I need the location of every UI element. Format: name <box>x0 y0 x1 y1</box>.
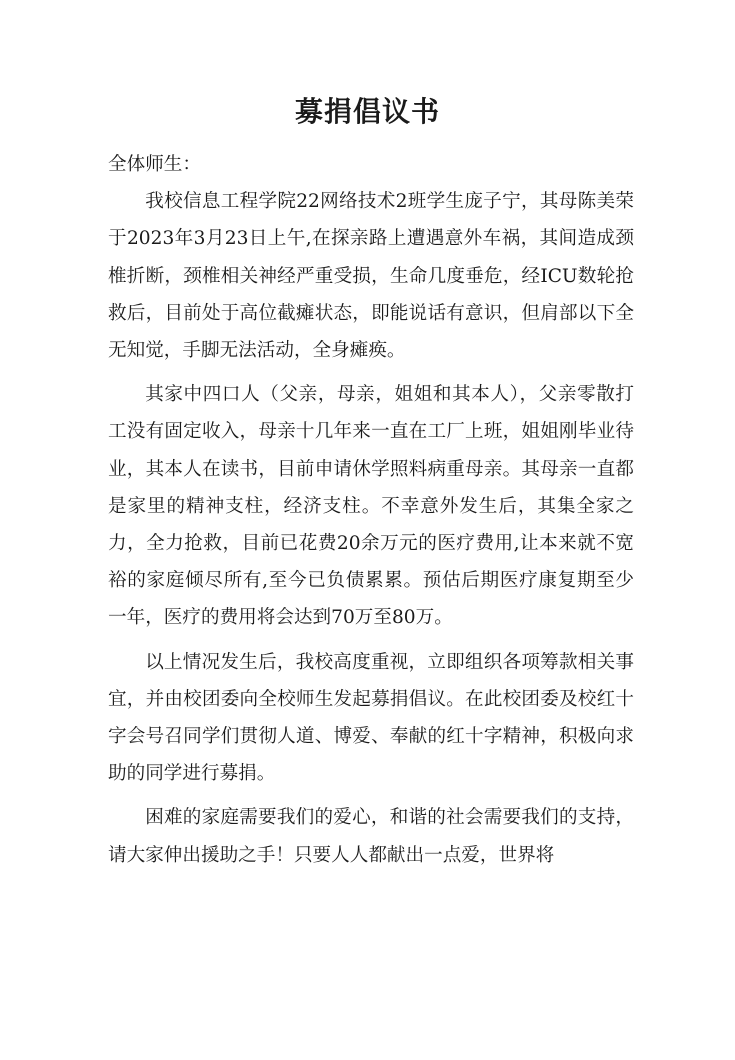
document-title: 募捐倡议书 <box>294 95 440 128</box>
paragraph-family-situation: 其家中四口人（父亲，母亲，姐姐和其本人），父亲零散打工没有固定收入，母亲十几年来一直在工厂上班，姐姐刚毕业待业，其本人在读书，目前申请休学照料病重母亲。其母亲一直都是家里的精神支柱，经济支柱。不幸意外发生后，其集全家之力，全力抢救，目前已花费20余万元的医疗费用,让本来就不宽裕的家庭倾尽所有,至今已负债累累。预估后期医疗康复期至少一年，医疗的费用将会达到70万至80万。 <box>108 384 634 629</box>
paragraph-accident: 我校信息工程学院22网络技术2班学生庞子宁，其母陈美荣于2023年3月23日上午,在探亲路上遭遇意外车祸，其间造成颈椎折断，颈椎相关神经严重受损，生命几度垂危，经ICU数轮抢救后，目前处于高位截瘫状态，即能说话有意识，但肩部以下全无知觉，手脚无法活动，全身瘫痪。 <box>108 191 634 362</box>
document-body <box>108 146 634 874</box>
paragraph-school-initiative: 以上情况发生后，我校高度重视，立即组织各项筹款相关事宜，并由校团委向全校师生发起募捐倡议。在此校团委及校红十字会号召同学们贯彻人道、博爱、奉献的红十字精神，积极向求助的同学进行募捐。 <box>108 651 634 785</box>
salutation: 全体师生： <box>108 154 201 175</box>
paragraph-appeal: 困难的家庭需要我们的爱心，和谐的社会需要我们的支持，请大家伸出援助之手！只要人人都献出一点爱，世界将 <box>108 807 634 866</box>
